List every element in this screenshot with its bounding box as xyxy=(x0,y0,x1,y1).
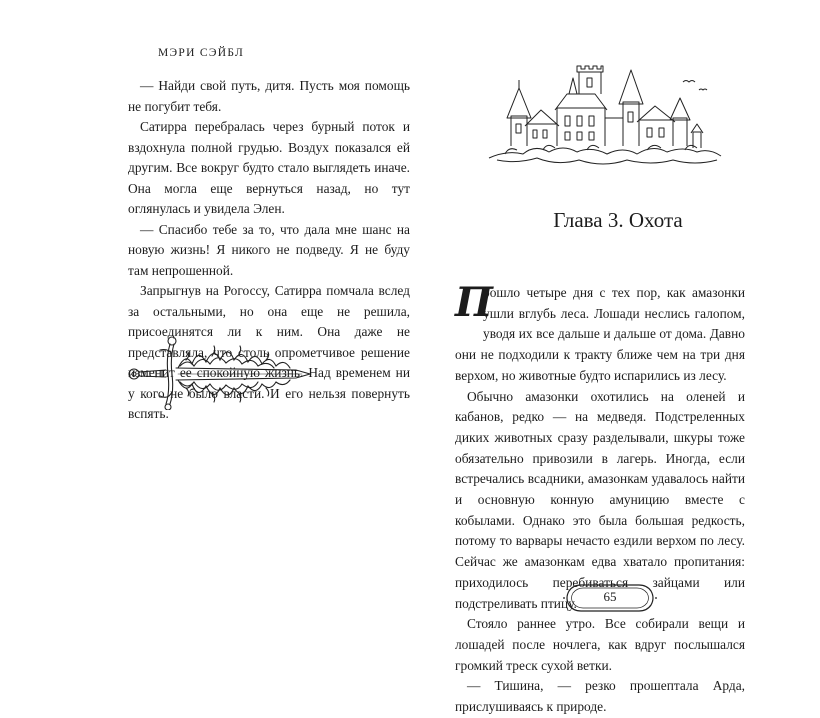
drop-cap: П xyxy=(455,279,493,326)
page-number: 65 xyxy=(603,589,617,604)
first-paragraph xyxy=(455,279,745,387)
paragraph: — Спасибо тебе за то, что дала мне шанс на новую жизнь! Я никого не подведу. Я не буду там непрошенной. xyxy=(128,221,410,278)
castle-illustration xyxy=(487,60,723,172)
page-number-ornament xyxy=(563,581,657,615)
running-head-author: МЭРИ СЭЙБЛ xyxy=(158,47,245,59)
first-paragraph-text: рошло четыре дня с тех пор, как амазонки ушли вглубь леса. Лошади неслись галопом, уводя их все дальше и дальше от дома. Давно они не подходили к тракту ближе чем на три дня верхом, но животные будто испарились из лесу. xyxy=(455,285,745,383)
right-page-text xyxy=(455,279,745,718)
paragraph: — Найди свой путь, дитя. Пусть моя помощь не погубит тебя. xyxy=(128,78,410,114)
paragraph: Обычно амазонки охотились на оленей и кабанов, редко — на медведя. Подстреленных диких животных сразу разделывали, шкуры тоже обязательно привозили в лагерь. Иногда, если встречались всадники, амазонкам удавалось найти и основную конную амуницию вместе с кобылами. Однако это была большая редкость, потому то варвары нечасто ездили верхом по лесу. Сейчас же амазонкам едва хватало пропитания: приходилось перебиваться зайцами или подстреливать птицу. xyxy=(455,388,745,611)
paragraph: Запрыгнув на Рогоссу, Сатирра помчала вслед за остальными, но она еще не решила, присоединятся ли к ним. Она даже не представляла, что столь опрометчивое решение изменит ее спокойную жизнь. Над временем ни у кого не было власти. И его нельзя повернуть вспять. xyxy=(128,283,410,421)
paragraph: Стояло раннее утро. Все собирали вещи и лошадей после ночлега, как вдруг послышался громкий треск сухой ветки. xyxy=(455,616,745,673)
chapter-title: Глава 3. Охота xyxy=(553,208,683,232)
paragraph: — Тишина, — резко прошептала Арда, прислушиваясь к природе. xyxy=(455,678,745,715)
sword-illustration xyxy=(126,330,312,410)
paragraph: Сатирра перебралась через бурный поток и вздохнула полной грудью. Воздух показался ей другим. Все вокруг будто стало выглядеть иначе. Она могла еще вернуться назад, но тут оглянулась и увидела Элен. xyxy=(128,119,410,216)
